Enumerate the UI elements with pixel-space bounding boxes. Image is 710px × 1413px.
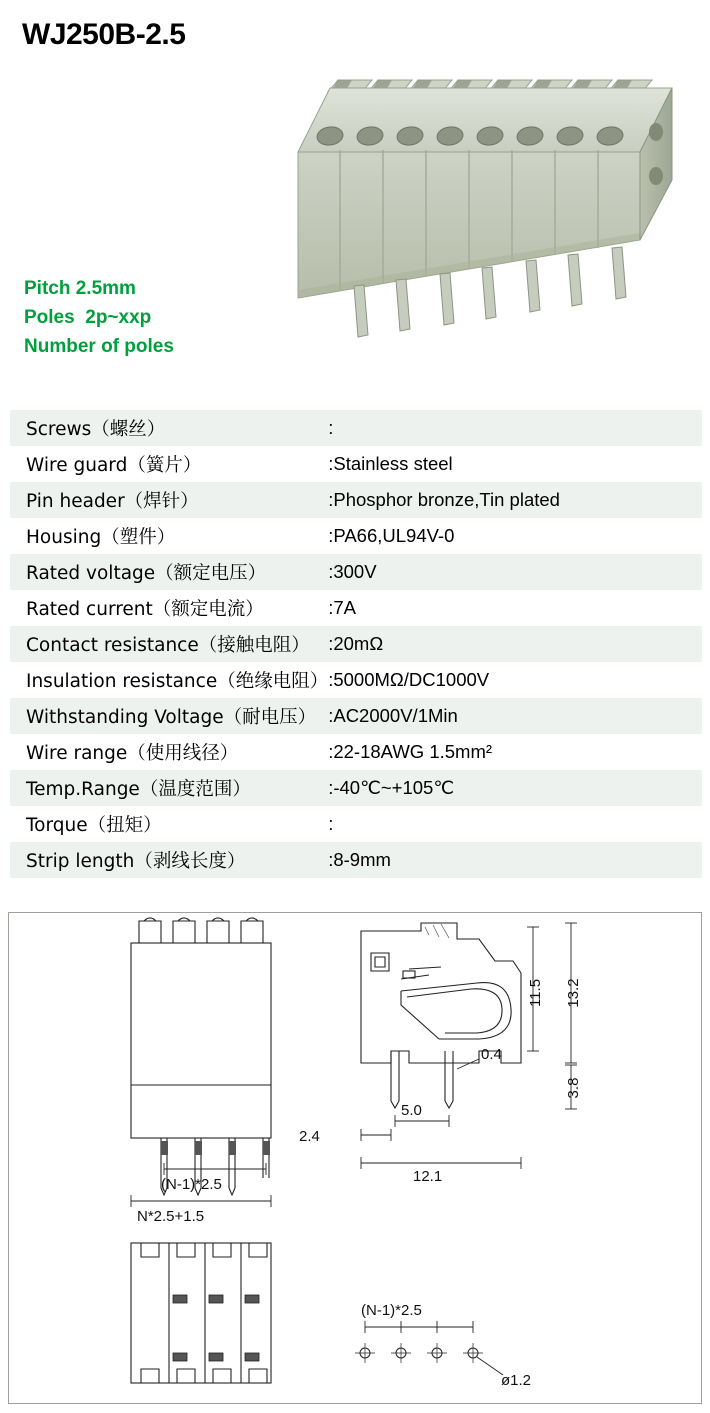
spec-value: :PA66,UL94V-0 <box>328 525 455 546</box>
dim-height-body: 11.5 <box>527 978 544 1008</box>
dim-hole-dia: ø1.2 <box>501 1372 532 1389</box>
table-row <box>10 554 702 590</box>
spec-value: :Stainless steel <box>328 453 453 474</box>
spec-label: Rated voltage（额定电压） <box>26 563 267 584</box>
table-row <box>10 446 702 482</box>
spec-label: Wire guard（簧片） <box>26 455 202 476</box>
spec-value: : <box>328 813 334 834</box>
dim-front-pitch: (N-1)*2.5 <box>161 1176 222 1193</box>
product-photo-svg <box>268 40 698 370</box>
photo-front-face <box>298 150 640 298</box>
spec-label: Torque（扭矩） <box>26 815 162 836</box>
technical-drawing-svg <box>9 913 701 1403</box>
dim-depth-front: 2.4 <box>299 1128 320 1145</box>
spec-label: Screws（螺丝） <box>26 419 166 440</box>
spec-label: Withstanding Voltage（耐电压） <box>26 707 317 728</box>
spec-value: :22-18AWG 1.5mm² <box>328 741 493 762</box>
front-view <box>131 918 271 1207</box>
spec-value: :20mΩ <box>328 633 384 654</box>
dim-front-width: N*2.5+1.5 <box>137 1208 205 1225</box>
product-photo <box>268 40 698 370</box>
table-row <box>10 806 702 842</box>
table-row <box>10 734 702 770</box>
specification-table <box>10 410 702 878</box>
spec-value: : <box>328 417 334 438</box>
spec-value: :5000MΩ/DC1000V <box>328 669 490 690</box>
table-row <box>10 662 702 698</box>
green-spec-poles: Poles 2p~xxp <box>24 307 152 328</box>
dim-pin-thickness: 0.4 <box>481 1046 502 1063</box>
table-row <box>10 698 702 734</box>
table-row <box>10 590 702 626</box>
spec-value: :-40℃~+105℃ <box>328 777 455 798</box>
table-row <box>10 410 702 446</box>
spec-label: Strip length（剥线长度） <box>26 851 246 872</box>
green-spec-number-of-poles: Number of poles <box>24 336 174 357</box>
table-row <box>10 626 702 662</box>
spec-label: Contact resistance（接触电阻） <box>26 635 310 656</box>
page-title: WJ250B-2.5 <box>22 18 186 51</box>
table-row <box>10 482 702 518</box>
side-section-view <box>361 923 577 1169</box>
dim-pcb-pitch: (N-1)*2.5 <box>361 1302 422 1319</box>
table-row <box>10 842 702 878</box>
spec-label: Wire range（使用线径） <box>26 743 239 764</box>
top-view <box>131 1243 271 1383</box>
dim-depth-mid: 5.0 <box>401 1102 422 1119</box>
table-row <box>10 518 702 554</box>
table-row <box>10 770 702 806</box>
technical-drawing-panel <box>8 912 702 1404</box>
spec-value: :300V <box>328 561 377 582</box>
dim-height-total: 13.2 <box>565 978 582 1008</box>
spec-label: Housing（塑件） <box>26 527 176 548</box>
spec-value: :8-9mm <box>328 849 391 870</box>
spec-label: Temp.Range（温度范围） <box>26 779 251 800</box>
green-spec-pitch: Pitch 2.5mm <box>24 278 136 299</box>
spec-value: :7A <box>328 597 356 618</box>
dim-depth-total: 12.1 <box>413 1168 443 1185</box>
spec-value: :AC2000V/1Min <box>328 705 458 726</box>
dim-height-pin: 3.8 <box>565 1077 582 1099</box>
spec-label: Insulation resistance（绝缘电阻） <box>26 671 329 692</box>
pcb-layout-view <box>355 1321 503 1375</box>
spec-label: Pin header（焊针） <box>26 491 199 512</box>
spec-value: :Phosphor bronze,Tin plated <box>328 489 560 510</box>
photo-top-face <box>298 88 672 152</box>
green-spec-list <box>24 274 174 361</box>
spec-label: Rated current（额定电流） <box>26 599 264 620</box>
